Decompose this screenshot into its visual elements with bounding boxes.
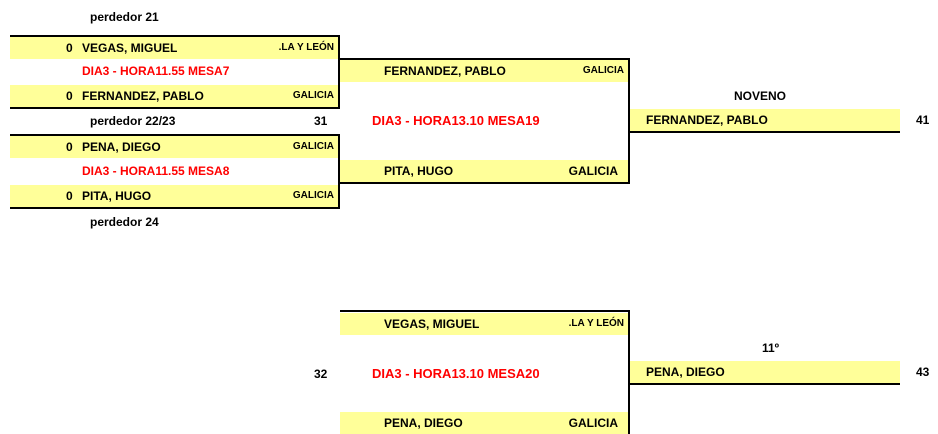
player-name: PITA, HUGO xyxy=(82,189,152,203)
bracket-line xyxy=(10,107,340,109)
seed-value: 0 xyxy=(66,41,73,55)
final-number-43: 43 xyxy=(916,365,930,379)
player-row-fernandez xyxy=(10,85,338,107)
player-region: GALICIA xyxy=(568,416,618,430)
player-name: FERNANDEZ, PABLO xyxy=(646,113,768,127)
loser-label-22-23: perdedor 22/23 xyxy=(90,114,176,128)
player-name: PENA, DIEGO xyxy=(82,140,161,154)
player-name: VEGAS, MIGUEL xyxy=(384,317,480,331)
final-label-noveno: NOVENO xyxy=(734,89,787,103)
bracket-line xyxy=(630,383,900,385)
player-region: GALICIA xyxy=(568,164,618,178)
player-region: GALICIA xyxy=(292,141,334,152)
round2-row-pena xyxy=(340,412,628,434)
player-row-pena xyxy=(10,136,338,158)
seed-value: 0 xyxy=(66,189,73,203)
player-row-vegas xyxy=(10,37,338,59)
player-name: PITA, HUGO xyxy=(384,164,454,178)
match-number-31: 31 xyxy=(314,114,328,128)
match-schedule-r2-b: DIA3 - HORA13.10 MESA20 xyxy=(372,366,540,381)
player-name: FERNANDEZ, PABLO xyxy=(384,64,506,78)
player-name: FERNANDEZ, PABLO xyxy=(82,89,204,103)
final-label-11: 11º xyxy=(762,341,780,355)
player-region: .LA Y LEÓN xyxy=(568,318,624,329)
player-region: GALICIA xyxy=(292,190,334,201)
seed-value: 0 xyxy=(66,89,73,103)
bracket-line xyxy=(10,35,340,37)
seed-value: 0 xyxy=(66,140,73,154)
round2-row-fernandez xyxy=(340,60,628,82)
match-schedule-r2: DIA3 - HORA13.10 MESA19 xyxy=(372,113,540,128)
winner-row-fernandez xyxy=(630,109,900,131)
player-name: VEGAS, MIGUEL xyxy=(82,41,178,55)
loser-label-21: perdedor 21 xyxy=(90,10,159,24)
round2-row-vegas xyxy=(340,313,628,335)
bracket-line xyxy=(340,182,630,184)
final-number-41: 41 xyxy=(916,113,930,127)
round2-row-pita xyxy=(340,160,628,182)
match-schedule-a: DIA3 - HORA11.55 MESA7 xyxy=(82,64,230,78)
loser-label-24: perdedor 24 xyxy=(90,215,159,229)
bracket-line xyxy=(630,131,900,133)
player-name: PENA, DIEGO xyxy=(384,416,463,430)
winner-row-pena xyxy=(630,361,900,383)
bracket-line xyxy=(340,58,630,60)
player-name: PENA, DIEGO xyxy=(646,365,725,379)
match-schedule-b: DIA3 - HORA11.55 MESA8 xyxy=(82,164,230,178)
bracket-line xyxy=(10,134,340,136)
bracket-line xyxy=(10,207,340,209)
player-region: .LA Y LEÓN xyxy=(278,42,334,53)
player-row-pita xyxy=(10,185,338,207)
player-region: GALICIA xyxy=(582,65,624,76)
bracket-line xyxy=(340,310,630,312)
match-number-32: 32 xyxy=(314,367,328,381)
player-region: GALICIA xyxy=(292,90,334,101)
